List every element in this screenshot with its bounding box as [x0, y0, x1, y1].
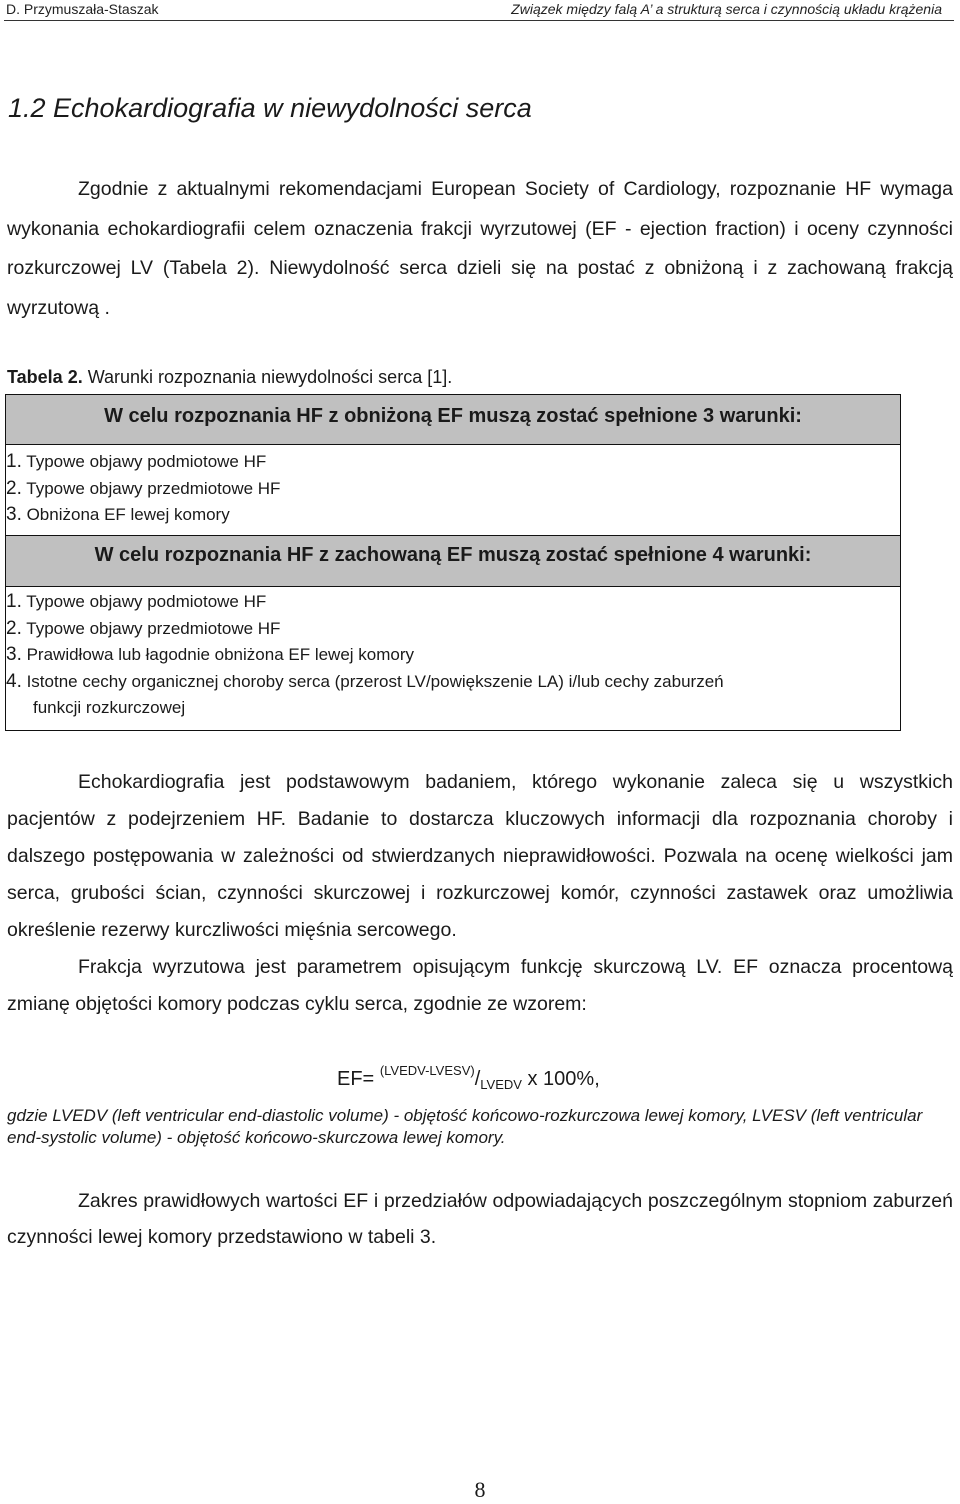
- list-item-text: Typowe objawy przedmiotowe HF: [21, 478, 281, 498]
- list-item-continuation: funkcji rozkurczowej: [33, 698, 186, 717]
- preserved-ef-criteria-list: [6, 589, 724, 722]
- table-header-reduced-ef: W celu rozpoznania HF z obniżoną EF muszą zostać spełnione 3 warunki:: [6, 395, 900, 445]
- header-author: D. Przymuszała-Staszak: [6, 1, 159, 17]
- formula-lhs: EF=: [337, 1068, 375, 1090]
- table-caption-text: Warunki rozpoznania niewydolności serca [1].: [82, 367, 453, 387]
- paragraph-intro-text: Zgodnie z aktualnymi rekomendacjami European Society of Cardiology, rozpoznanie HF wymaga wykonania echokardiografii celem oznaczenia frakcji wyrzutowej (EF - ejection fraction) i oceny czynności rozkurczowej LV (Tabela 2). Niewydolność serca dzieli się na postać z obniżoną i z zachowaną frakcją wyrzutową .: [7, 178, 953, 319]
- ef-formula: [337, 1063, 600, 1092]
- paragraph-echo-text: Echokardiografia jest podstawowym badaniem, którego wykonanie zaleca się u wszystkich pacjentów z podejrzeniem HF. Badanie to dostarcza kluczowych informacji dla rozpoznania choroby i dalszego postępowania w zależności od stwierdzanych nieprawidłowości. Pozwala na ocenę wielkości jam serca, grubości ścian, czynności skurczowej i rozkurczowej komór, czynności zastawek oraz umożliwia określenie rezerwy kurczliwości mięśnia sercowego.: [7, 771, 953, 941]
- paragraph-ranges-text: Zakres prawidłowych wartości EF i przedziałów odpowiadających poszczególnym stopniom zaburzeń czynności lewej komory przedstawiono w tabeli 3.: [7, 1190, 953, 1248]
- list-item-number: 1.: [6, 591, 22, 612]
- list-item: [6, 642, 724, 669]
- table-caption-label: Tabela 2.: [7, 367, 83, 387]
- header-title: Związek między falą A’ a strukturą serca i czynnością układu krążenia: [511, 1, 942, 17]
- section-title: 1.2 Echokardiografia w niewydolności serca: [8, 93, 532, 123]
- list-item-number: 2.: [6, 617, 22, 639]
- list-item-number: 3.: [6, 644, 22, 665]
- formula-tail: x 100%,: [521, 1068, 600, 1090]
- list-item-text: Istotne cechy organicznej choroby serca (przerost LV/powiększenie LA) i/lub cechy zaburzeń: [21, 671, 724, 691]
- table-caption: [7, 364, 452, 390]
- paragraph-echo: [7, 764, 953, 1023]
- list-item-number: 2.: [6, 477, 22, 499]
- page-number: 8: [474, 1477, 486, 1502]
- formula-numerator: (LVEDV-LVESV): [379, 1063, 475, 1078]
- formula-slash: /: [474, 1068, 481, 1090]
- formula-definition: gdzie LVEDV (left ventricular end-diastolic volume) - objętość końcowo-rozkurczowa lewej komory, LVESV (left ventricular end-systolic volume) - objętość końcowo-skurczowa lewej komory.: [7, 1106, 923, 1147]
- reduced-ef-criteria-list: [6, 449, 280, 529]
- list-item-number: 3.: [6, 504, 22, 525]
- criteria-table: [5, 394, 901, 731]
- list-item-text: Typowe objawy przedmiotowe HF: [21, 618, 281, 638]
- list-item: [6, 502, 280, 529]
- list-item-text: Prawidłowa lub łagodnie obniżona EF lewej komory: [21, 645, 415, 664]
- list-item-text: Typowe objawy podmiotowe HF: [21, 452, 267, 471]
- list-item: [6, 449, 280, 476]
- formula-denominator: LVEDV: [480, 1077, 522, 1092]
- list-item: [6, 589, 724, 616]
- list-item-number: 4.: [6, 670, 22, 692]
- paragraph-ef-text: Frakcja wyrzutowa jest parametrem opisującym funkcję skurczową LV. EF oznacza procentową zmianę objętości komory podczas cyklu serca, zgodnie ze wzorem:: [7, 956, 953, 1015]
- list-item-number: 1.: [6, 451, 22, 472]
- paragraph-intro: [7, 170, 953, 328]
- list-item: [6, 476, 280, 503]
- list-item: [6, 669, 724, 696]
- list-item: [6, 616, 724, 643]
- table-header-preserved-ef: W celu rozpoznania HF z zachowaną EF muszą zostać spełnione 4 warunki:: [6, 535, 900, 587]
- list-item-text: Typowe objawy podmiotowe HF: [21, 592, 267, 611]
- header-rule: [4, 20, 954, 21]
- paragraph-ranges: [7, 1183, 953, 1255]
- list-item-text: Obniżona EF lewej komory: [21, 505, 230, 524]
